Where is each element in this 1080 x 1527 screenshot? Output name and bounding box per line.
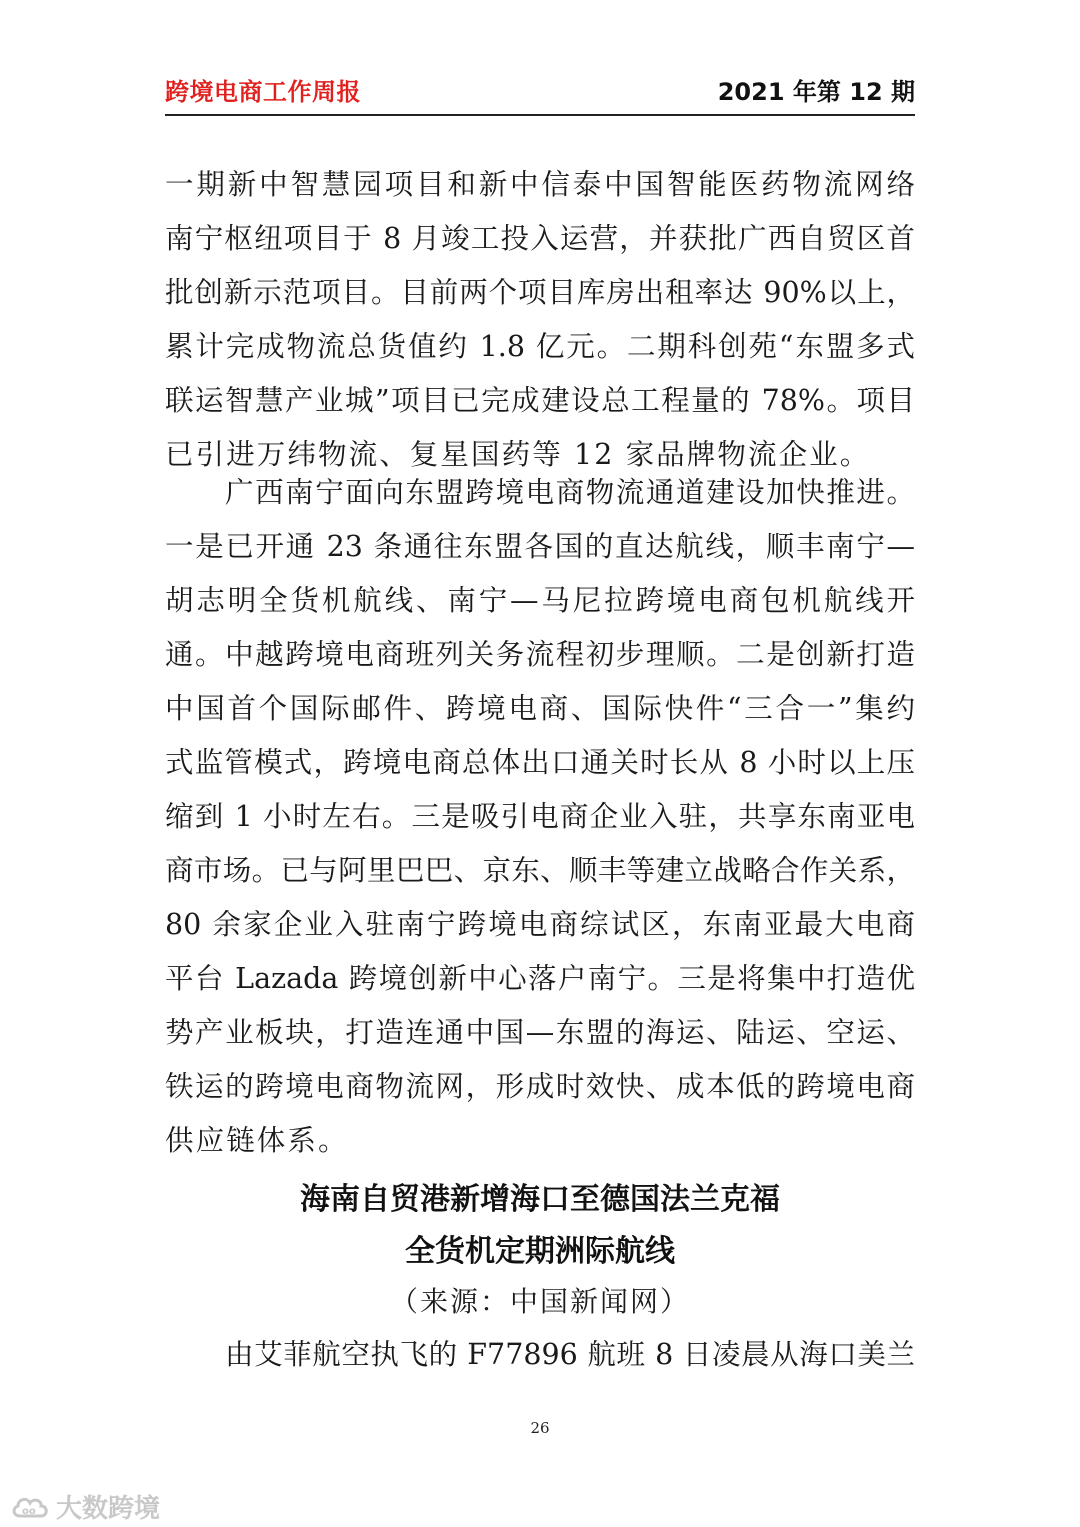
page-header <box>165 76 915 116</box>
text-line: 式监管模式，跨境电商总体出口通关时长从 8 小时以上压 <box>165 746 915 779</box>
article-heading-line-1: 海南自贸港新增海口至德国法兰克福 <box>300 1182 780 1217</box>
text-line: 联运智慧产业城”项目已完成建设总工程量的 78%。项目 <box>165 384 915 417</box>
text-line: 缩到 1 小时左右。三是吸引电商企业入驻，共享东南亚电 <box>165 800 915 833</box>
text-line: 南宁枢纽项目于 8 月竣工投入运营，并获批广西自贸区首 <box>165 222 915 255</box>
text-line: 80 余家企业入驻南宁跨境电商综试区，东南亚最大电商 <box>165 908 915 941</box>
text-line: 已引进万纬物流、复星国药等 12 家品牌物流企业。 <box>165 438 871 471</box>
article-heading-line-2: 全货机定期洲际航线 <box>405 1234 675 1269</box>
text-line: 批创新示范项目。目前两个项目库房出租率达 90%以上， <box>165 276 915 309</box>
text-line: 一是已开通 23 条通往东盟各国的直达航线，顺丰南宁— <box>165 530 915 563</box>
article-source: （来源：中国新闻网） <box>389 1285 690 1318</box>
issue-number: 2021 年第 12 期 <box>717 78 915 106</box>
page-number: 26 <box>530 1419 550 1437</box>
text-line: 平台 Lazada 跨境创新中心落户南宁。三是将集中打造优 <box>165 962 915 995</box>
text-line: 累计完成物流总货值约 1.8 亿元。二期科创苑“东盟多式 <box>165 330 915 363</box>
paragraph-2 <box>165 466 915 1168</box>
text-line: 广西南宁面向东盟跨境电商物流通道建设加快推进。 <box>225 476 915 509</box>
text-line: 商市场。已与阿里巴巴、京东、顺丰等建立战略合作关系， <box>165 854 915 887</box>
text-line: 由艾菲航空执飞的 F77896 航班 8 日凌晨从海口美兰 <box>225 1338 915 1371</box>
text-line: 供应链体系。 <box>165 1124 349 1157</box>
text-line: 铁运的跨境电商物流网，形成时效快、成本低的跨境电商 <box>165 1070 915 1103</box>
text-line: 势产业板块，打造连通中国—东盟的海运、陆运、空运、 <box>165 1016 915 1049</box>
paragraph-1 <box>165 158 915 482</box>
text-line: 中国首个国际邮件、跨境电商、国际快件“三合一”集约 <box>165 692 915 725</box>
watermark-text: 大数跨境 <box>56 1494 161 1524</box>
text-line: 通。中越跨境电商班列关务流程初步理顺。二是创新打造 <box>165 638 915 671</box>
text-line: 胡志明全货机航线、南宁—马尼拉跨境电商包机航线开 <box>165 584 915 617</box>
cloud-logo-icon <box>10 1494 50 1520</box>
watermark <box>10 1488 160 1525</box>
text-line: 一期新中智慧园项目和新中信泰中国智能医药物流网络 <box>165 168 915 201</box>
article-first-paragraph <box>165 1328 915 1382</box>
report-title: 跨境电商工作周报 <box>165 78 361 106</box>
svg-text:oo: oo <box>22 1505 36 1517</box>
